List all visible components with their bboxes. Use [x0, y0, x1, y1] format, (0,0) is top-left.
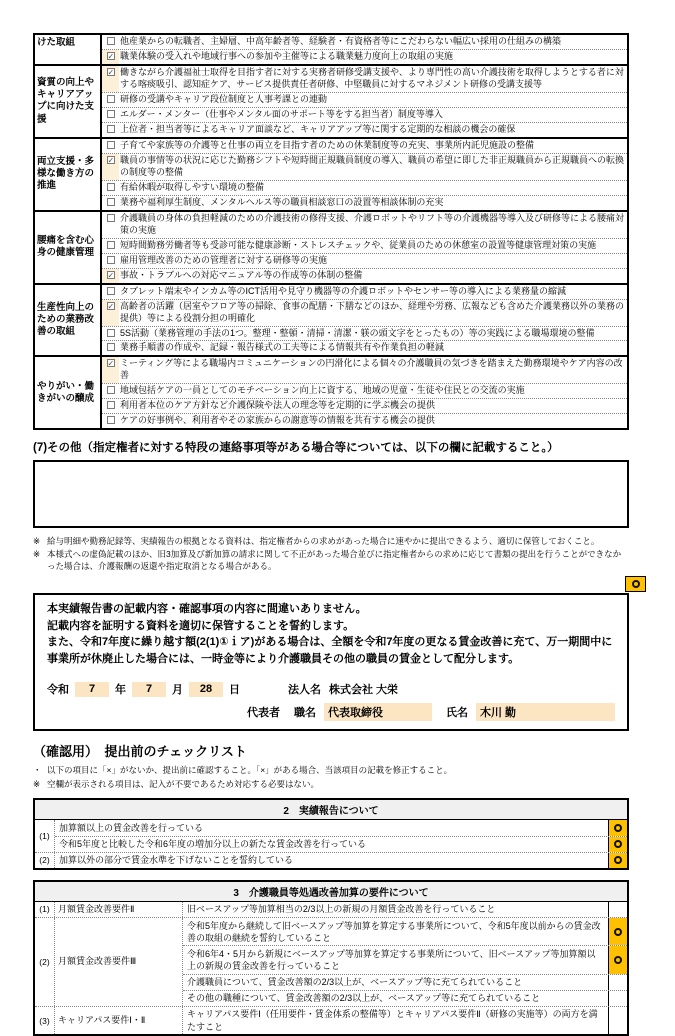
checklist-row: [102, 357, 627, 384]
checkbox-icon: [107, 125, 115, 133]
checklist-row: [102, 196, 627, 210]
checkbox[interactable]: [102, 285, 119, 299]
note-mark: ※: [33, 548, 41, 559]
row-number: (2): [35, 918, 55, 1006]
checkbox-icon: [107, 156, 115, 164]
checklist-row: [102, 66, 627, 93]
row-text: キャリアパス要件Ⅰ（任用要件・賃金体系の整備等）とキャリアパス要件Ⅱ（研修の実施等）の両方を満たすこと: [187, 1009, 598, 1032]
result-cell: [608, 946, 627, 973]
checklist-row: [102, 269, 627, 283]
checkbox[interactable]: [102, 300, 119, 326]
table-row: [55, 820, 627, 836]
checkbox-icon: [107, 241, 115, 249]
checkbox[interactable]: [102, 108, 119, 122]
checkbox[interactable]: [102, 123, 119, 137]
note-text: 本様式への虚偽記載のほか、旧3加算及び新加算の請求に関して不正があった場合並びに指定権者からの求めに応じて書類の提出を行うことができなかった場合は、介護報酬の返還や指定取消となる場合がある。: [47, 548, 622, 571]
footnotes: [33, 535, 629, 572]
checkbox-icon: [107, 37, 115, 45]
table-row-group: [35, 902, 627, 918]
row-text: 令和5年度と比較した令和6年度の増加分以上の新たな賃金改善を行っている: [59, 839, 367, 850]
corporation-name: 株式会社 大栄: [329, 684, 399, 697]
declaration-box: [33, 593, 629, 731]
checklist-item-label: 5S活動（業務管理の手法の1つ。整理・整頓・清掃・清潔・躾の頭文字をとったもの）等の実践による職場環境の整備: [120, 327, 595, 338]
pre-submit-title: （確認用） 提出前のチェックリスト: [33, 744, 247, 760]
result-cell: [608, 820, 627, 835]
requirement-name: 月額賃金改善要件Ⅲ: [55, 918, 183, 1006]
checklist-row: [102, 212, 627, 239]
era-label: 令和: [47, 684, 69, 697]
report-check-table: [33, 798, 629, 869]
checklist-row: [102, 399, 627, 414]
table-row: [55, 853, 627, 868]
category-label: 腰痛を含む心身の健康管理: [35, 212, 102, 283]
table-row: [183, 1007, 627, 1034]
category-label: やりがい・働きがいの醸成: [35, 357, 102, 428]
checklist-item-label: ミーティング等による職場内コミュニケーションの円滑化による個々の介護職員の気づきを踏まえた勤務環境やケア内容の改善: [120, 358, 623, 381]
title-field[interactable]: 代表取締役: [324, 703, 432, 721]
table-row-group: [35, 820, 627, 852]
checklist-item-label: 働きながら介護福祉士取得を目指す者に対する実務者研修受講支援や、より専門性の高い介護技術を取得しようとする者に対する喀痰吸引、認知症ケア、サービス提供責任者研修、中堅職員に対するマネジメント研修の受講支援等: [120, 66, 624, 89]
checkbox[interactable]: [102, 357, 119, 383]
checkbox-icon: [107, 329, 115, 337]
checklist-item-label: 有給休暇が取得しやすい環境の整備: [120, 181, 265, 192]
checklist-item-label: 利用者本位のケア方針など介護保険や法人の理念等を定期的に学ぶ機会の提供: [120, 400, 436, 411]
checklist-item-label: タブレット端末やインカム等のICT活用や見守り機器等の介護ロボットやセンサー等の導入による業務量の縮減: [120, 285, 567, 296]
table-header: 3 介護職員等処遇改善加算の要件について: [35, 882, 627, 902]
checkbox[interactable]: [102, 239, 119, 253]
status-badge-row: [33, 576, 646, 592]
checklist-item-label: 事故・トラブルへの対応マニュアル等の作成等の体制の整備: [120, 269, 363, 280]
row-text: その他の職種について、賃金改善額の2/3以上が、ベースアップ等に充てられていること: [187, 993, 541, 1004]
checkbox[interactable]: [102, 414, 119, 428]
checkbox-icon: [107, 359, 115, 367]
checklist-row: [102, 239, 627, 254]
other-section-heading: (7)その他（指定権者に対する特段の連絡事項等がある場合等については、以下の欄に記載すること。）: [33, 442, 559, 455]
category-health-management: [35, 212, 627, 285]
checklist-row: [102, 123, 627, 137]
checkbox-icon: [107, 52, 115, 60]
checkbox-icon: [107, 95, 115, 103]
result-cell: [608, 902, 627, 917]
footnote: [33, 548, 629, 573]
checklist-item-label: エルダー・メンター（仕事やメンタル面のサポート等をする担当者）制度等導入: [120, 108, 443, 119]
result-cell: [608, 991, 627, 1006]
declaration-line: また、令和7年度に繰り越す額(2(1)①ｉア)がある場合は、全額を令和7年度の更なる賃金改善に充て、万一期間中に事業所が休廃止した場合には、一時金等により介護職員その他の職員の賃金として配分します。: [47, 636, 613, 665]
corporation-label: 法人名: [288, 684, 321, 697]
circle-mark-icon: [632, 580, 640, 588]
checklist-row: [102, 384, 627, 399]
checklist-row: [102, 154, 627, 181]
requirement-name: 月額賃金改善要件Ⅱ: [55, 902, 183, 917]
checklist-row: [102, 300, 627, 327]
bullet: [33, 778, 629, 792]
table-row-group: [35, 853, 627, 868]
bullet-mark: ※: [33, 778, 41, 789]
checkbox[interactable]: [102, 212, 119, 238]
name-field[interactable]: 木川 勤: [476, 703, 615, 721]
year-unit-label: 年: [115, 684, 126, 697]
checklist-item-label: 業務や福利厚生制度、メンタルヘルス等の職員相談窓口の設置等相談体制の充実: [120, 196, 444, 207]
circle-mark-icon: [614, 928, 622, 936]
checkbox-icon: [107, 68, 115, 76]
representative-label: 代表者: [247, 707, 280, 720]
row-text: 介護職員について、賃金改善額の2/3以上が、ベースアップ等に充てられていること: [187, 977, 523, 988]
category-productivity: [35, 285, 627, 358]
checklist-row: [102, 285, 627, 300]
requirements-table: [33, 880, 629, 1036]
row-text: 令和5年度から継続して旧ベースアップ等加算を算定する事業所について、令和5年度以前からの賃金改善の取組の継続を誓約していること: [187, 920, 601, 943]
other-remarks-field[interactable]: [33, 460, 629, 528]
checkbox[interactable]: [102, 254, 119, 268]
requirement-name: キャリアパス要件Ⅰ・Ⅱ: [55, 1007, 183, 1034]
circle-mark-icon: [614, 856, 622, 864]
note-mark: ※: [33, 536, 41, 547]
checklist-item-label: 雇用管理改善のための管理者に対する研修等の実施: [120, 254, 328, 265]
form-page: [33, 33, 629, 1036]
checklist-row: [102, 414, 627, 428]
result-cell: [608, 853, 627, 868]
checkbox[interactable]: [102, 327, 119, 341]
category-recruitment: [35, 35, 627, 66]
circle-mark-icon: [614, 824, 622, 832]
checkbox-icon: [107, 271, 115, 279]
checkbox-icon: [107, 416, 115, 424]
row-number: (1): [35, 820, 55, 851]
bullet-text: 空欄が表示される項目は、記入が不要であるため対応する必要はない。: [47, 778, 320, 789]
checklist-row: [102, 35, 627, 50]
checklist-row: [102, 341, 627, 355]
status-badge: [625, 576, 646, 592]
category-motivation: [35, 357, 627, 428]
checkbox[interactable]: [102, 139, 119, 153]
checklist-item-label: 高齢者の活躍（居室やフロア等の掃除、食事の配膳・下膳などのほか、経理や労務、広報なども含めた介護業務以外の業務の提供）等による役割分担の明確化: [120, 300, 625, 323]
row-text: 令和6年4・5月から新規にベースアップ等加算を算定する事業所について、旧ベースアップ等加算額以上の新規の賃金改善を行っていること: [187, 948, 596, 971]
footnote: [33, 535, 629, 547]
checkbox[interactable]: [102, 50, 119, 64]
checklist-item-label: 介護職員の身体の負担軽減のための介護技術の修得支援、介護ロボットやリフト等の介護機器等導入及び研修等による腰痛対策の実施: [120, 212, 625, 235]
month-unit-label: 月: [172, 684, 183, 697]
declaration-line: 本実績報告書の記載内容・確認事項の内容に間違いありません。: [47, 603, 367, 616]
checklist-row: [102, 93, 627, 108]
table-row-group: [35, 918, 627, 1007]
table-row: [183, 975, 627, 991]
workplace-improvement-table: [33, 33, 629, 430]
checkbox[interactable]: [102, 35, 119, 49]
category-label: 資質の向上やキャリアアップに向けた支援: [35, 66, 102, 137]
table-row: [55, 837, 627, 852]
checkbox-icon: [107, 183, 115, 191]
checklist-item-label: 上位者・担当者等によるキャリア面談など、キャリアアップ等に関する定期的な相談の機会の確保: [120, 123, 516, 134]
checklist-item-label: 子育てや家族等の介護等と仕事の両立を目指す者のための休業制度等の充実、事業所内託児施設の整備: [120, 139, 535, 150]
pre-submit-bullets: [33, 764, 629, 791]
checklist-item-label: 業務手順書の作成や、記録・報告様式の工夫等による情報共有や作業負担の軽減: [120, 342, 444, 353]
checkbox[interactable]: [102, 399, 119, 413]
circle-mark-icon: [614, 840, 622, 848]
checklist-row: [102, 254, 627, 269]
note-text: 給与明細や勤務記録等、実績報告の根拠となる資料は、指定権者からの求めがあった場合に速やかに提出できるよう、適切に保管しておくこと。: [47, 536, 600, 547]
table-row: [183, 991, 627, 1006]
circle-mark-icon: [614, 956, 622, 964]
category-label: 両立支援・多様な働き方の推進: [35, 139, 102, 210]
checkbox-icon: [107, 256, 115, 264]
checkbox-icon: [107, 302, 115, 310]
category-label: 生産性向上のための業務改善の取組: [35, 285, 102, 356]
name-label: 氏名: [446, 707, 468, 720]
category-work-life-balance: [35, 139, 627, 212]
category-career-support: [35, 66, 627, 139]
checklist-item-label: ケアの好事例や、利用者やその家族からの謝意等の情報を共有する機会の提供: [120, 415, 435, 426]
checkbox[interactable]: [102, 196, 119, 210]
table-row: [183, 946, 627, 974]
checklist-item-label: 職員の事情等の状況に応じた勤務シフトや短時間正規職員制度の導入、職員の希望に即した非正規職員から正規職員への転換の制度等の整備: [120, 154, 625, 177]
checkbox-icon: [107, 287, 115, 295]
checkbox[interactable]: [102, 181, 119, 195]
day-unit-label: 日: [229, 684, 240, 697]
row-text: 加算以外の部分で賃金水準を下げないことを誓約している: [59, 855, 294, 866]
checklist-item-label: 職業体験の受入れや地域行事への参加や主催等による職業魅力度向上の取組の実施: [120, 50, 454, 61]
checkbox[interactable]: [102, 154, 119, 180]
bullet: [33, 764, 629, 778]
checkbox-icon: [107, 343, 115, 351]
checkbox-icon: [107, 141, 115, 149]
checkbox-icon: [107, 214, 115, 222]
bullet-mark: ・: [33, 765, 42, 776]
checklist-item-label: 地域包括ケアの一員としてのモチベーション向上に資する、地域の児童・生徒や住民との交流の実施: [120, 385, 525, 396]
row-text: 加算額以上の賃金改善を行っている: [59, 822, 204, 833]
table-header: 2 実績報告について: [35, 800, 627, 820]
checkbox-icon: [107, 198, 115, 206]
bullet-text: 以下の項目に「×」がないか、提出前に確認すること。「×」がある場合、当該項目の記載を修正すること。: [47, 765, 453, 776]
row-number: (1): [35, 902, 55, 917]
checkbox-icon: [107, 110, 115, 118]
checkbox[interactable]: [102, 66, 119, 92]
checkbox[interactable]: [102, 384, 119, 398]
checklist-row: [102, 181, 627, 196]
title-label: 職名: [294, 707, 316, 720]
declaration-date-row: [47, 681, 615, 697]
year-field[interactable]: 7: [75, 682, 109, 697]
checkbox[interactable]: [102, 341, 119, 355]
representative-row: [47, 703, 615, 721]
checklist-row: [102, 108, 627, 123]
checkbox[interactable]: [102, 93, 119, 107]
checkbox-icon: [107, 386, 115, 394]
result-cell: [608, 1007, 627, 1034]
declaration-line: 記載内容を証明する資料を適切に保管することを誓約します。: [47, 619, 355, 632]
row-number: (2): [35, 853, 55, 868]
row-number: (3): [35, 1007, 55, 1034]
checklist-row: [102, 139, 627, 154]
checklist-row: [102, 50, 627, 64]
table-row: [183, 902, 627, 917]
result-cell: [608, 918, 627, 945]
row-text: 旧ベースアップ等加算相当の2/3以上の新規の月額賃金改善を行っていること: [187, 904, 496, 915]
checklist-item-label: 研修の受講やキャリア段位制度と人事考課との連動: [120, 93, 328, 104]
checkbox-icon: [107, 401, 115, 409]
category-label: けた取組: [35, 35, 102, 64]
month-field[interactable]: 7: [132, 682, 166, 697]
table-row-group: [35, 1007, 627, 1034]
checkbox[interactable]: [102, 269, 119, 283]
checklist-item-label: 短時間勤務労働者等も受診可能な健康診断・ストレスチェックや、従業員のための休憩室の設置等健康管理対策の実施: [120, 239, 597, 250]
checklist-item-label: 他産業からの転職者、主婦層、中高年齢者等、経験者・有資格者等にこだわらない幅広い採用の仕組みの構築: [120, 36, 562, 46]
result-cell: [608, 837, 627, 852]
checklist-row: [102, 327, 627, 342]
day-field[interactable]: 28: [189, 682, 223, 697]
table-row: [183, 918, 627, 946]
